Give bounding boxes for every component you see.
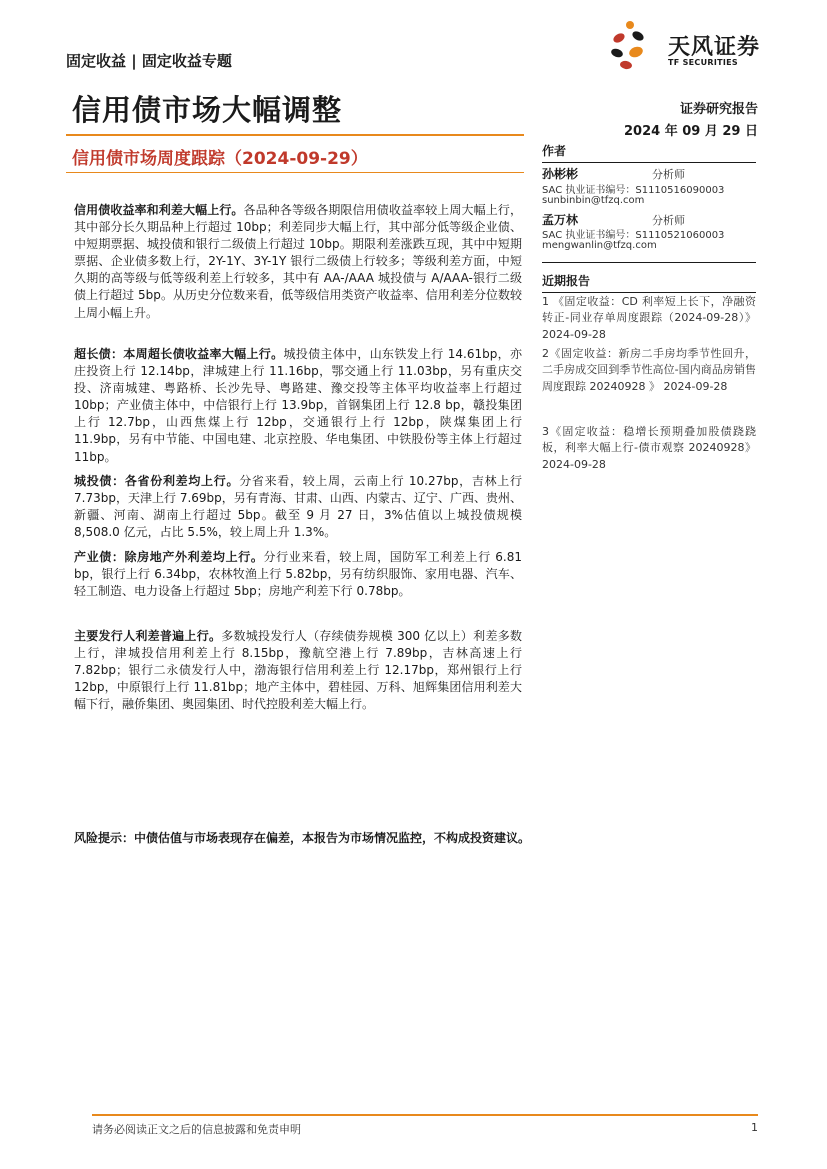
author-cert: SAC 执业证书编号：S1110516090003 xyxy=(542,185,725,196)
recent-report-item[interactable]: 3《固定收益：稳增长预期叠加股债跷跷板，利率大幅上行-债市观察 20240928》 2024-09-28 xyxy=(542,425,756,471)
footer-disclaimer: 请务必阅读正文之后的信息披露和免责申明 xyxy=(92,1123,301,1136)
paragraph-ultra-long xyxy=(74,346,522,466)
author-name: 孟万林 xyxy=(542,213,579,227)
paragraph-text: 分省来看，较上周，云南上行 10.27bp，吉林上行 7.73bp，天津上行 7.69bp，另有青海、甘肃、山西、内蒙古、辽宁、广西、贵州、新疆、河南、湖南上行超过 5bp。截至 9 月 27 日，3%估值以上城投债规模 8,508.0 亿元，占比 5.5%，较上周上升 1.3%。 xyxy=(74,474,522,540)
report-date: 2024 年 09 月 29 日 xyxy=(624,124,758,139)
authors-heading: 作者 xyxy=(542,142,756,163)
risk-warning: 风险提示：中债估值与市场表现存在偏差，本报告为市场情况监控，不构成投资建议。 xyxy=(74,831,531,845)
logo-name: 天风证券 xyxy=(668,35,761,60)
author-cert: SAC 执业证书编号：S1110521060003 xyxy=(542,230,725,241)
paragraph-lead: 信用债收益率和利差大幅上行。 xyxy=(74,203,244,217)
author-role: 分析师 xyxy=(652,168,685,181)
recent-report-item[interactable]: 2《固定收益：新房二手房均季节性回升，二手房成交回到季节性高位-国内商品房销售周度跟踪 20240928 》 2024-09-28 xyxy=(542,347,756,393)
subtitle-divider xyxy=(66,172,524,173)
paragraph-text: 分行业来看，较上周，国防军工利差上行 6.81 bp，银行上行 6.34bp，农林牧渔上行 5.82bp，另有纺织服饰、家用电器、汽车、轻工制造、电力设备上行超过 5bp；房地产利差下行 0.78bp。 xyxy=(74,550,522,599)
logo-mark-icon xyxy=(606,18,666,72)
logo-subtitle: TF SECURITIES xyxy=(668,58,738,67)
report-type: 证券研究报告 xyxy=(679,102,758,117)
footer-divider xyxy=(92,1114,758,1116)
paragraph-lead: 城投债：各省份利差均上行。 xyxy=(74,474,240,488)
author-email[interactable]: sunbinbin@tfzq.com xyxy=(542,195,645,206)
paragraph-summary xyxy=(74,202,522,322)
paragraph-lead: 产业债：除房地产外利差均上行。 xyxy=(74,550,264,564)
page-number: 1 xyxy=(751,1121,758,1134)
paragraph-lead: 主要发行人利差普遍上行。 xyxy=(74,629,222,643)
sidebar-divider xyxy=(542,262,756,263)
paragraph-industrial xyxy=(74,549,522,600)
report-category: 固定收益 | 固定收益专题 xyxy=(66,52,232,70)
author-name: 孙彬彬 xyxy=(542,167,579,181)
recent-report-item[interactable]: 1 《固定收益：CD 利率短上长下，净融资转正-同业存单周度跟踪（2024-09-28）》 2024-09-28 xyxy=(542,295,756,341)
title-divider xyxy=(66,134,524,136)
paragraph-urban-investment xyxy=(74,473,522,541)
paragraph-lead: 超长债：本周超长债收益率大幅上行。 xyxy=(74,347,284,361)
page-subtitle: 信用债市场周度跟踪（2024-09-29） xyxy=(72,149,368,169)
paragraph-text: 多数城投发行人（存续债券规模 300 亿以上）利差多数上行，津城投信用利差上行 8.15bp，豫航空港上行 7.89bp，吉林高速上行 7.82bp；银行二永债发行人中，渤海银行信用利差上行 12.17bp，郑州银行上行 12bp，中原银行上行 11.81bp；地产主体中，碧桂园、万科、旭辉集团信用利差大幅下行，融侨集团、奥园集团、时代控股利差大幅上行。 xyxy=(74,629,522,712)
author-role: 分析师 xyxy=(652,214,685,227)
page-title: 信用债市场大幅调整 xyxy=(72,93,343,127)
paragraph-text: 城投债主体中，山东铁发上行 14.61bp，亦庄投资上行 12.14bp，津城建上行 11.16bp，鄂交通上行 11.03bp，另有重庆交投、济南城建、粤路桥、长沙先导、粤路建、豫交投等主体平均收益率上行超过 10bp；产业债主体中，中信银行上行 13.9bp，首钢集团上行 12.8 bp，赣投集团上行 12.7bp，山西焦煤上行 12bp，交通银行上行 12bp，陕煤集团上行 11.9bp，另有中节能、中国电建、北京控股、华电集团、中铁股份等主体上行超过 11bp。 xyxy=(74,347,522,464)
author-email[interactable]: mengwanlin@tfzq.com xyxy=(542,240,657,251)
paragraph-text: 各品种各等级各期限信用债收益率较上周大幅上行，其中部分长久期品种上行超过 10bp；利差同步大幅上行，其中部分低等级企业债、中短期票据、城投债和银行二级债上行超过 10bp。期限利差涨跌互现，其中中短期票据、企业债多数上行，2Y-1Y、3Y-1Y 银行二级债上行较多；等级利差方面，中短久期的高等级与低等级利差上行较多，其中有 AA-/AAA 城投债与 A/AAA-银行二级债上行超过 5bp。从历史分位数来看，低等级信用类资产收益率、信用利差分位数较上周小幅上升。 xyxy=(74,203,522,320)
paragraph-issuers xyxy=(74,628,522,713)
recent-reports-heading: 近期报告 xyxy=(542,272,756,293)
